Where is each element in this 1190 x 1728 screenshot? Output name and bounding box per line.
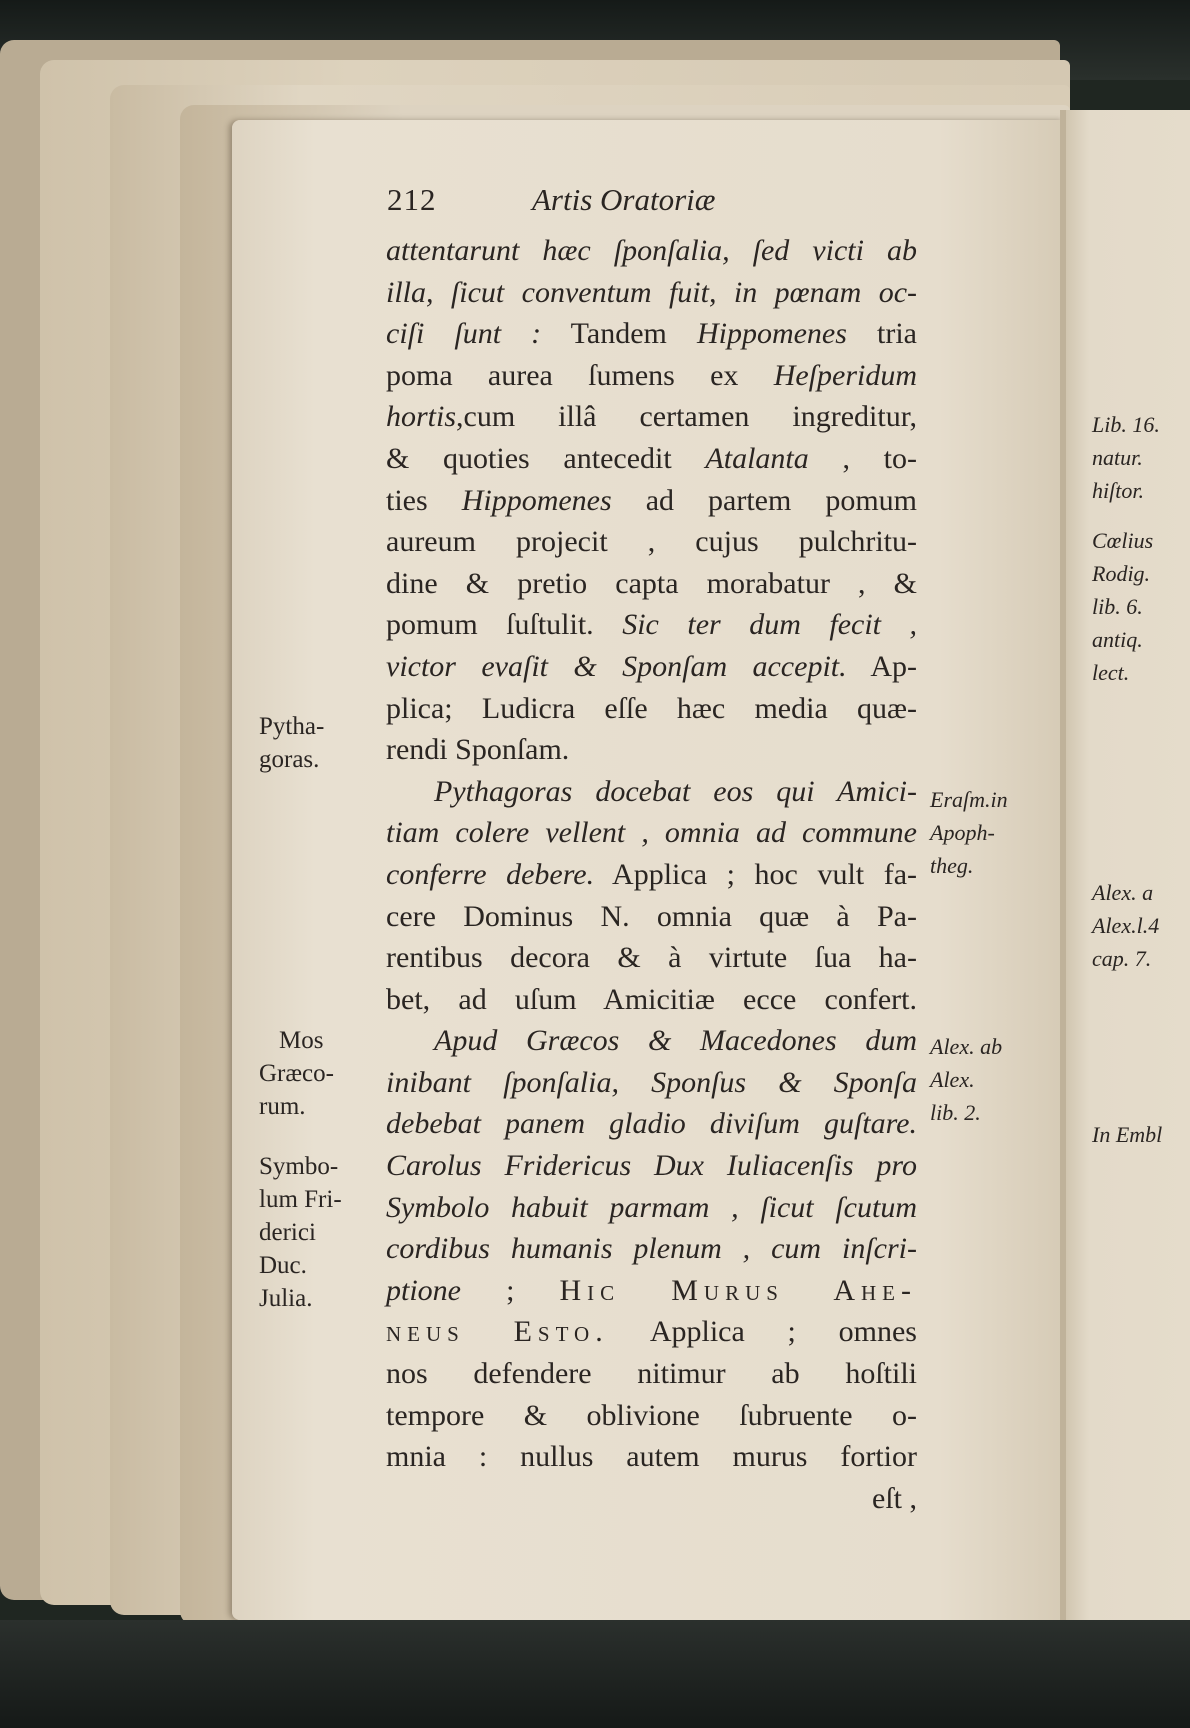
facing-page-note xyxy=(1092,408,1160,507)
text-line xyxy=(386,563,917,605)
text-line xyxy=(386,1145,917,1187)
text-line xyxy=(386,1395,917,1437)
page-number: 212 xyxy=(387,182,437,217)
text-line xyxy=(386,1062,917,1104)
text-line xyxy=(386,272,917,314)
note-line: Apoph- xyxy=(930,820,995,845)
note-line: Græco- xyxy=(259,1060,334,1087)
text-segment: tempore & oblivione ſubruente o- xyxy=(386,1398,917,1432)
note-line: Alex. a xyxy=(1092,880,1154,905)
note-line: lib. 6. xyxy=(1092,594,1143,619)
text-line xyxy=(386,646,917,688)
text-segment: ,cum illâ certamen ingreditur, xyxy=(456,400,917,434)
note-line: hiſtor. xyxy=(1092,478,1144,503)
text-segment: cordibus humanis plenum , cum inſcri- xyxy=(386,1232,917,1266)
text-segment: Hippomenes xyxy=(696,317,847,351)
text-line xyxy=(386,1311,917,1353)
text-segment: hortis xyxy=(386,400,457,434)
text-segment: inibant ſponſalia, Sponſus & Sponſa xyxy=(386,1065,917,1099)
body-text xyxy=(386,230,917,1519)
text-segment: aureum projecit , cujus pulchritu- xyxy=(386,525,917,559)
text-line xyxy=(386,438,917,480)
text-line xyxy=(386,396,917,438)
facing-page xyxy=(1064,110,1190,1620)
note-line: Symbo- xyxy=(259,1153,339,1180)
left-margin-note xyxy=(259,1024,334,1123)
note-line: Eraſm.in xyxy=(930,787,1008,812)
text-segment: neus Esto. xyxy=(386,1315,609,1349)
text-segment: conferre debere. xyxy=(386,857,595,891)
text-line xyxy=(386,688,917,730)
text-segment: mnia : nullus autem murus fortior xyxy=(386,1440,917,1474)
text-segment: Sic ter dum fecit , xyxy=(622,608,918,642)
note-line: Julia. xyxy=(259,1285,313,1312)
text-segment: bet, ad uſum Amicitiæ ecce confert. xyxy=(386,982,917,1016)
note-line: In Embl xyxy=(1092,1122,1163,1147)
text-segment: Heſperidum xyxy=(773,358,917,392)
text-line xyxy=(386,480,917,522)
text-segment: tria xyxy=(846,317,917,351)
text-segment: eſt , xyxy=(872,1481,917,1515)
note-line: antiq. xyxy=(1092,627,1143,652)
text-segment: Apud Græcos & Macedones dum xyxy=(434,1024,917,1058)
note-line: lect. xyxy=(1092,660,1130,685)
text-segment: debebat panem gladio diviſum guſtare. xyxy=(386,1107,917,1141)
text-line xyxy=(386,1436,917,1478)
note-line: lum Fri- xyxy=(259,1186,342,1213)
gutter xyxy=(1060,110,1066,1620)
text-segment: Applica ; omnes xyxy=(608,1315,917,1349)
text-line xyxy=(386,1353,917,1395)
note-line: derici xyxy=(259,1219,316,1246)
right-margin-note xyxy=(930,783,1008,882)
text-segment: Pythagoras docebat eos qui Amici- xyxy=(434,774,917,808)
text-segment: tiam colere vellent , omnia ad commune xyxy=(386,816,917,850)
text-segment: rendi Sponſam. xyxy=(386,733,570,767)
note-line: Alex. ab xyxy=(930,1034,1003,1059)
note-line: Duc. xyxy=(259,1252,307,1279)
text-line xyxy=(386,812,917,854)
text-line xyxy=(386,729,917,771)
note-line: Alex. xyxy=(930,1067,975,1092)
text-line xyxy=(386,1187,917,1229)
text-line xyxy=(386,1020,917,1062)
note-line: natur. xyxy=(1092,445,1143,470)
text-segment: Hippomenes xyxy=(461,483,612,517)
text-line xyxy=(386,1478,917,1520)
note-line: Cœlius xyxy=(1092,528,1154,553)
note-line: cap. 7. xyxy=(1092,946,1152,971)
note-line: Mos xyxy=(279,1027,324,1054)
right-margin-note xyxy=(930,1030,1002,1129)
running-title: Artis Oratoriæ xyxy=(532,182,716,217)
note-line: Alex.l.4 xyxy=(1092,913,1160,938)
text-segment: ad partem pomum xyxy=(611,483,917,517)
text-segment: Carolus Fridericus Dux Iuliacenſis pro xyxy=(386,1149,917,1183)
text-line xyxy=(386,771,917,813)
text-segment: attentarunt hæc ſponſalia, ſed victi ab xyxy=(386,234,917,267)
text-line xyxy=(386,1103,917,1145)
note-line: Pytha- xyxy=(259,713,325,740)
text-segment: poma aurea ſumens ex xyxy=(386,358,774,392)
text-line xyxy=(386,854,917,896)
note-line: lib. 2. xyxy=(930,1100,981,1125)
facing-page-note xyxy=(1092,524,1153,689)
text-line xyxy=(386,604,917,646)
text-line xyxy=(386,937,917,979)
text-segment: pomum ſuſtulit. xyxy=(386,608,623,642)
text-segment: , to- xyxy=(808,441,918,475)
text-line xyxy=(386,313,917,355)
text-line xyxy=(386,1228,917,1270)
text-line xyxy=(386,230,917,272)
note-line: Lib. 16. xyxy=(1092,412,1160,437)
text-line xyxy=(386,521,917,563)
text-segment: ptione xyxy=(386,1273,461,1307)
text-segment: Ap- xyxy=(846,649,918,683)
text-line xyxy=(386,979,917,1021)
note-line: Rodig. xyxy=(1092,561,1151,586)
text-segment: Symbolo habuit parmam , ſicut ſcutum xyxy=(386,1190,917,1224)
text-segment: victor evaſit & Sponſam accepit. xyxy=(386,649,847,683)
facing-page-note xyxy=(1092,1118,1162,1151)
facing-page-note xyxy=(1092,876,1159,975)
background-bottom xyxy=(0,1620,1190,1728)
text-segment: dine & pretio capta morabatur , & xyxy=(386,566,917,600)
text-segment: Hic Murus Ahe- xyxy=(559,1273,917,1307)
text-segment: Tandem xyxy=(541,317,697,351)
text-segment: cere Dominus N. omnia quæ à Pa- xyxy=(386,899,917,933)
left-margin-note xyxy=(259,1150,342,1315)
text-segment: rentibus decora & à virtute ſua ha- xyxy=(386,941,917,975)
text-segment: Applica ; hoc vult fa- xyxy=(594,857,917,891)
text-line xyxy=(386,1270,917,1312)
text-segment: ties xyxy=(386,483,462,517)
text-segment: nos defendere nitimur ab hoſtili xyxy=(386,1357,917,1391)
note-line: rum. xyxy=(259,1093,306,1120)
text-segment: Atalanta xyxy=(705,441,809,475)
text-segment: plica; Ludicra eſſe hæc media quæ- xyxy=(386,691,917,725)
text-line xyxy=(386,355,917,397)
note-line: theg. xyxy=(930,853,974,878)
text-line xyxy=(386,896,917,938)
note-line: goras. xyxy=(259,746,320,773)
text-segment: & quoties antecedit xyxy=(386,441,706,475)
left-margin-note xyxy=(259,710,324,776)
text-segment: illa, ſicut conventum fuit, in pœnam oc- xyxy=(386,275,917,309)
text-segment: ciſi ſunt : xyxy=(386,317,542,351)
text-segment: ; xyxy=(461,1273,560,1307)
